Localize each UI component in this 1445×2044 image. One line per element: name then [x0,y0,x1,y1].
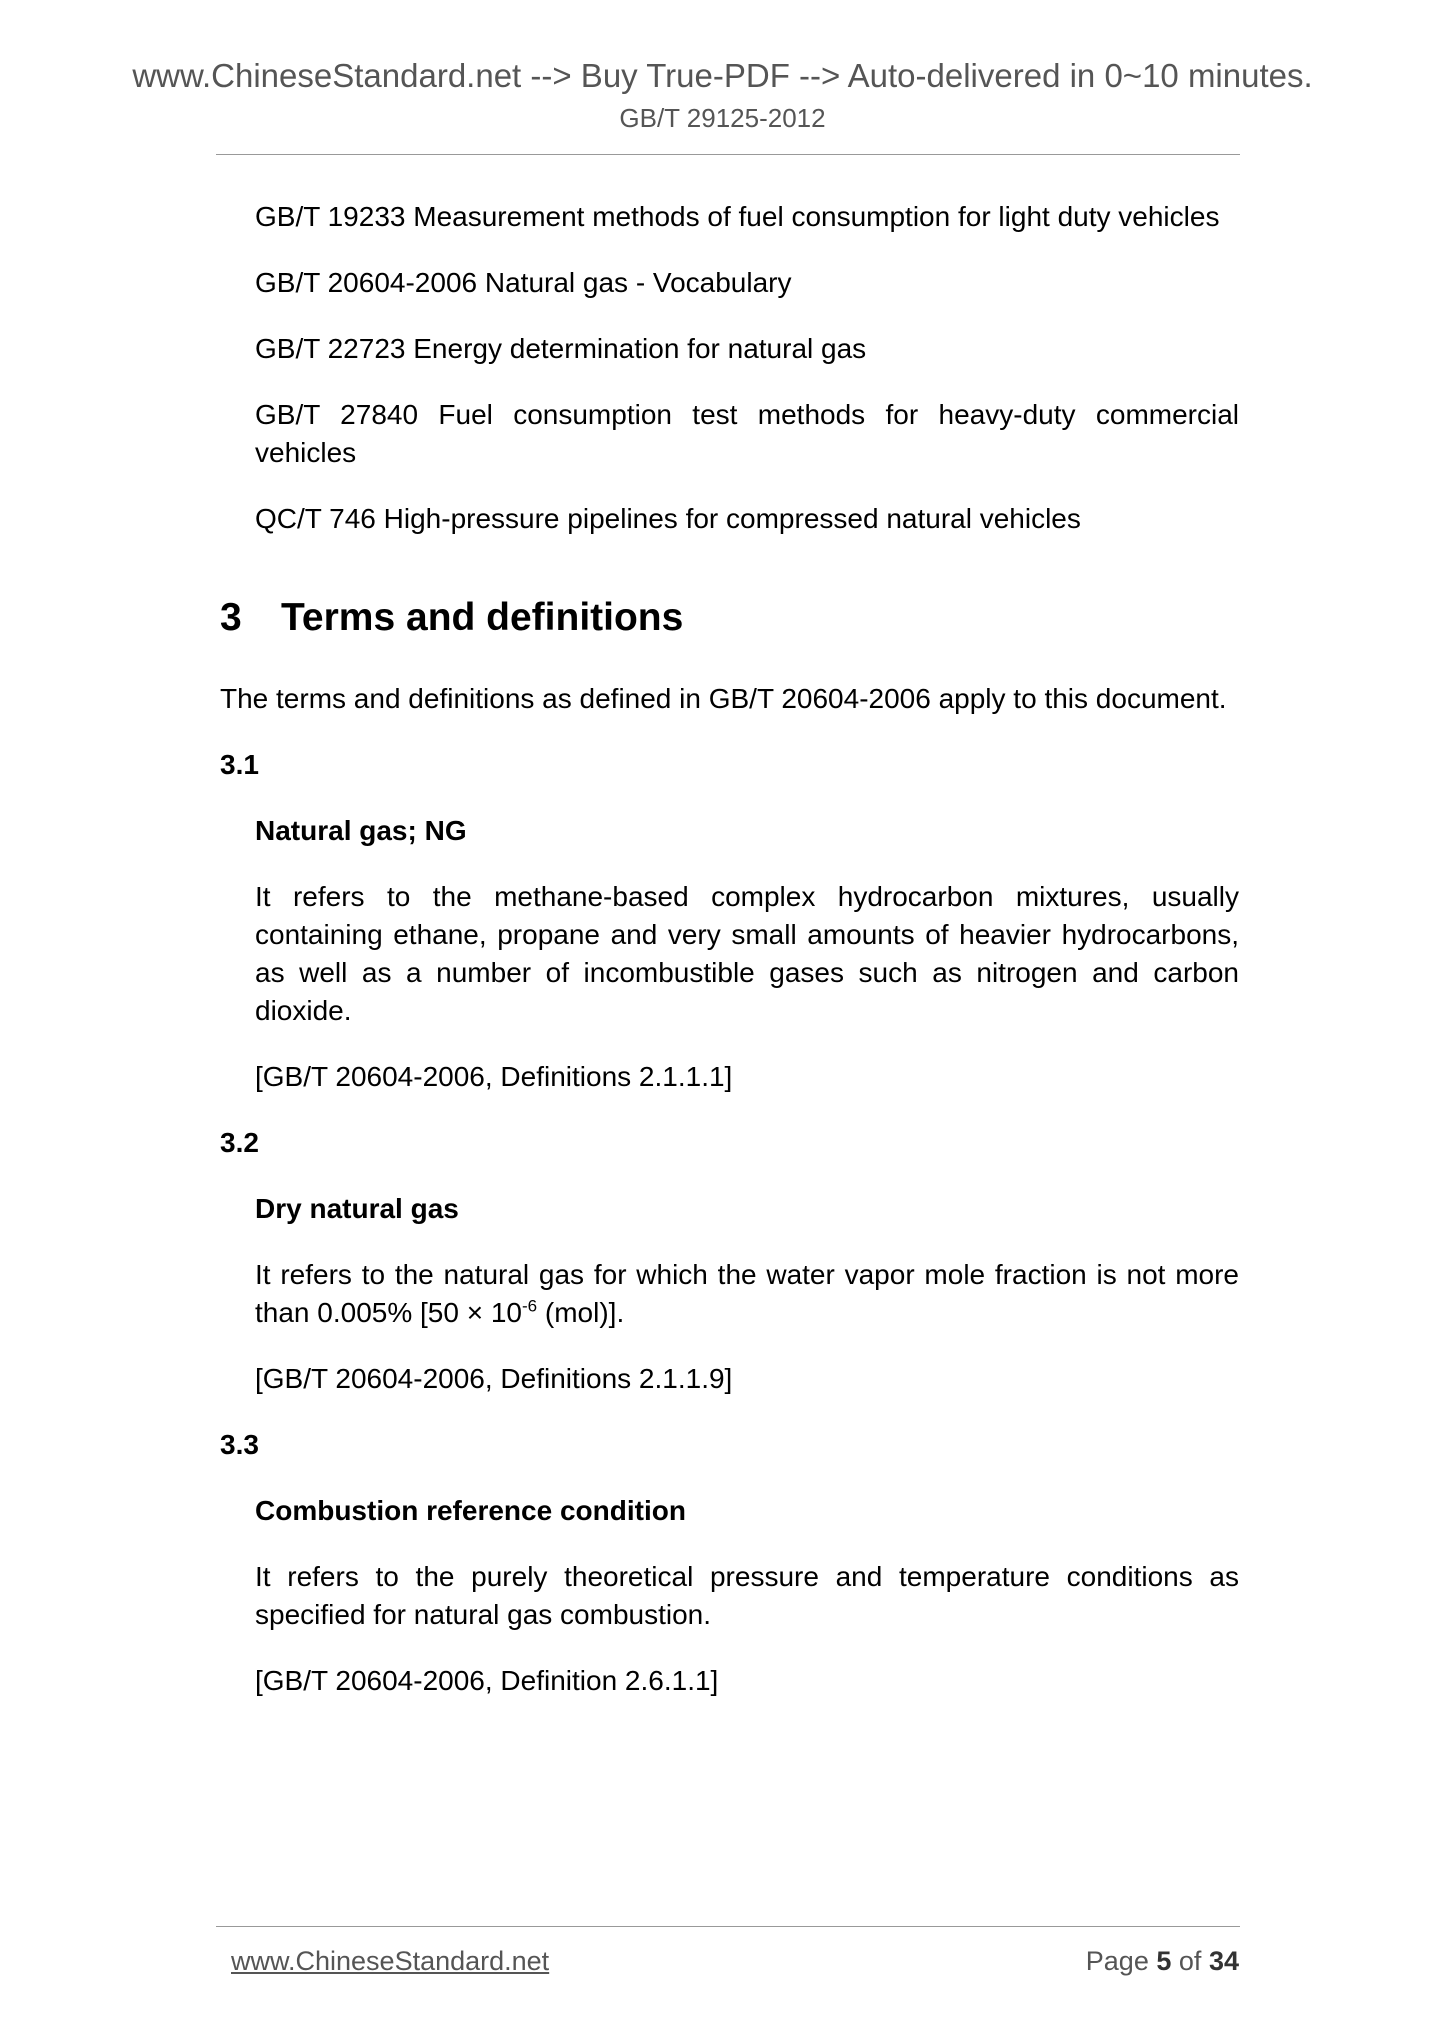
definition-text: (mol)]. [537,1297,625,1328]
term-number: 3.3 [220,1429,259,1460]
term-number: 3.2 [220,1127,259,1158]
term-definition: It refers to the purely theoretical pressure and temperature conditions as specified for natural gas combustion. [255,1561,1239,1630]
reference-item: QC/T 746 High-pressure pipelines for compressed natural vehicles [255,503,1081,534]
term-name: Combustion reference condition [255,1495,686,1526]
page-current: 5 [1156,1946,1172,1976]
section-intro: The terms and definitions as defined in GB/T 20604-2006 apply to this document. [220,683,1227,714]
reference-item: GB/T 22723 Energy determination for natural gas [255,333,867,364]
term-entry [220,1426,1239,1700]
reference-item: GB/T 27840 Fuel consumption test methods for heavy-duty commercial vehicles [255,399,1239,468]
section-title: Terms and definitions [281,596,684,639]
section-heading [220,594,1239,642]
term-entry [220,1124,1239,1398]
header-divider [216,154,1240,155]
reference-item: GB/T 20604-2006 Natural gas - Vocabulary [255,267,792,298]
term-definition [255,1256,1239,1332]
term-source: [GB/T 20604-2006, Definitions 2.1.1.9] [255,1363,733,1394]
page-word: Page [1085,1946,1149,1976]
page-number [1086,1944,1239,1978]
reference-item: GB/T 19233 Measurement methods of fuel consumption for light duty vehicles [255,201,1220,232]
exponent: -6 [522,1296,538,1316]
term-entry [220,746,1239,1096]
definition-text: It refers to the natural gas for which the water vapor mole fraction is not more than 0.005% [50 × 10 [255,1259,1239,1328]
term-number: 3.1 [220,749,259,780]
term-name: Natural gas; NG [255,815,467,846]
header-banner: www.ChineseStandard.net --> Buy True-PDF --> Auto-delivered in 0~10 minutes. [132,57,1313,94]
footer-divider [216,1926,1240,1927]
term-definition: It refers to the methane-based complex hydrocarbon mixtures, usually containing ethane, propane and very small amounts of heavier hydrocarbons, as well as a number of incombustible gases such as nitrogen and carbon dioxide. [255,881,1239,1026]
page-content [220,198,1239,1728]
term-source: [GB/T 20604-2006, Definitions 2.1.1.1] [255,1061,733,1092]
section-number: 3 [220,596,242,639]
term-name: Dry natural gas [255,1193,459,1224]
page-of: of [1178,1946,1202,1976]
standard-code: GB/T 29125-2012 [619,103,826,133]
footer-website-link[interactable]: www.ChineseStandard.net [231,1946,550,1976]
page-total: 34 [1208,1946,1239,1976]
term-source: [GB/T 20604-2006, Definition 2.6.1.1] [255,1665,719,1696]
